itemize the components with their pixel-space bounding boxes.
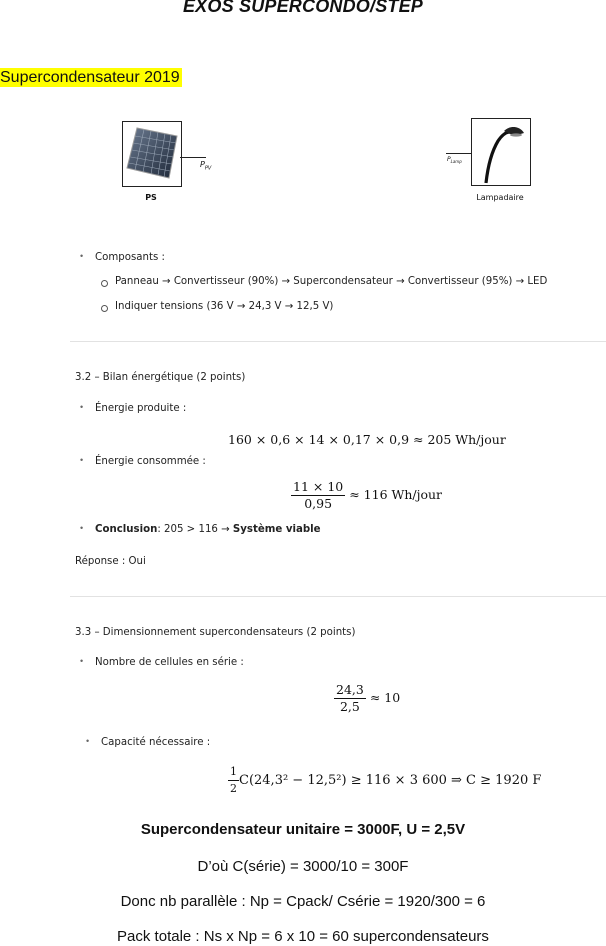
components-chain: Panneau → Convertisseur (90%) → Supercondensateur → Convertisseur (95%) → LED: [115, 276, 548, 287]
capacity-half-numerator: 1: [228, 765, 239, 781]
cells-label: Nombre de cellules en série :: [95, 657, 244, 668]
lamp-power-label: $P_{Lamp}$: [447, 156, 462, 165]
summary-line-4: Pack totale : Ns x Np = 6 x 10 = 60 supercondensateurs: [117, 928, 489, 945]
components-voltages: Indiquer tensions (36 V → 24,3 V → 12,5 V): [115, 301, 334, 312]
summary-line-2: D’où C(série) = 3000/10 = 300F: [197, 858, 409, 875]
energy-consumed-formula: [291, 480, 442, 511]
capacity-label: Capacité nécessaire :: [101, 737, 211, 748]
sub-bullet-icon: [101, 305, 108, 312]
cells-formula: [334, 683, 400, 714]
components-label: Composants :: [95, 252, 165, 263]
section-3-3-heading: 3.3 – Dimensionnement supercondensateurs (2 points): [75, 627, 356, 638]
ps-label: PS: [145, 193, 157, 202]
section-3-2-heading: 3.2 – Bilan énergétique (2 points): [75, 372, 246, 383]
energy-produced-label: Énergie produite :: [95, 403, 187, 414]
solar-panel-icon: [123, 122, 181, 186]
energy-produced-formula: 160 × 0,6 × 14 × 0,17 × 0,9 ≈ 205 Wh/jour: [228, 432, 506, 447]
conclusion-verdict: Système viable: [232, 524, 321, 535]
street-lamp-figure: [471, 118, 531, 186]
solar-panel-figure: [122, 121, 182, 187]
ps-output-line: [180, 157, 206, 158]
energy-consumed-numerator: 11 × 10: [293, 479, 344, 494]
bullet-icon: •: [80, 455, 84, 465]
bullet-icon: •: [86, 736, 90, 746]
bullet-icon: •: [80, 523, 84, 533]
lamp-label: Lampadaire: [476, 193, 524, 202]
ps-power-label: $P_{PV}$: [200, 160, 212, 172]
sub-bullet-icon: [101, 280, 108, 287]
divider: [70, 596, 606, 597]
cells-denominator: 2,5: [339, 699, 360, 714]
divider: [70, 341, 606, 342]
energy-consumed-label: Énergie consommée :: [95, 456, 206, 467]
conclusion-line: [95, 524, 321, 535]
cells-result: ≈ 10: [369, 690, 401, 705]
bullet-icon: •: [80, 656, 84, 666]
conclusion-label: Conclusion: [95, 524, 158, 535]
answer-line: Réponse : Oui: [75, 556, 146, 567]
summary-line-1: Supercondensateur unitaire = 3000F, U = 2,5V: [140, 821, 466, 838]
document-title: EXOS SUPERCONDO/STEP: [182, 0, 424, 16]
street-lamp-icon: [472, 119, 530, 185]
conclusion-text: : 205 > 116 →: [157, 524, 233, 535]
section-heading-highlighted: Supercondensateur 2019: [0, 69, 180, 86]
summary-line-3: Donc nb parallèle : Np = Cpack/ Csérie = 1920/300 = 6: [120, 893, 486, 910]
lamp-input-line: [446, 153, 471, 154]
energy-consumed-result: ≈ 116 Wh/jour: [349, 487, 443, 502]
capacity-half-denominator: 2: [230, 782, 237, 795]
bullet-icon: •: [80, 402, 84, 412]
energy-consumed-denominator: 0,95: [304, 496, 333, 511]
capacity-inequality: C(24,3² − 12,5²) ≥ 116 × 3 600 ⇒ C ≥ 1920 F: [239, 773, 542, 788]
cells-numerator: 24,3: [336, 682, 364, 697]
bullet-icon: •: [80, 251, 84, 261]
capacity-formula: [228, 765, 541, 796]
